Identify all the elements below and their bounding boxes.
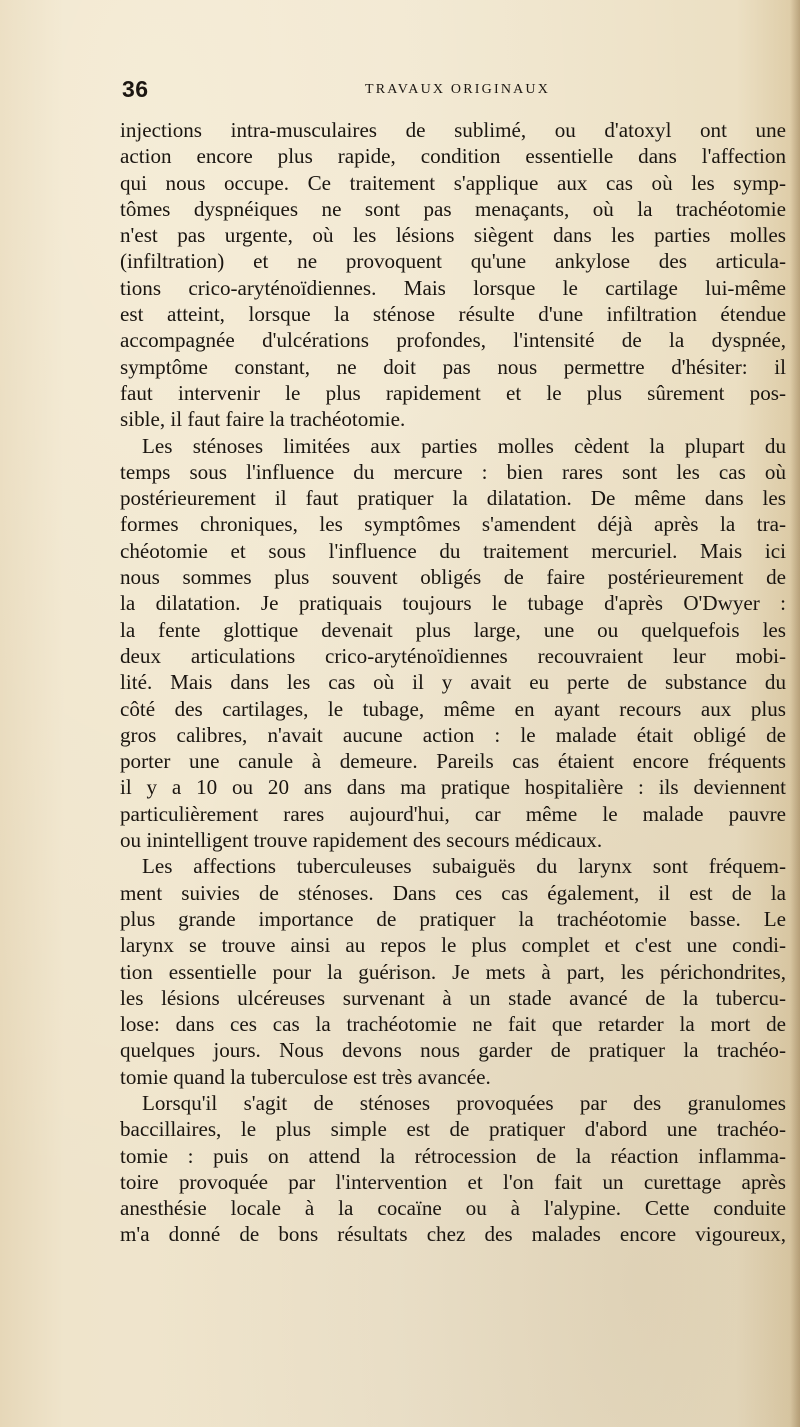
paragraph: [120, 1090, 786, 1248]
text-line: temps sous l'influence du mercure : bien rares sont les cas où: [120, 459, 786, 484]
text-line: plus grande importance de pratiquer la trachéotomie basse. Le: [120, 906, 786, 931]
text-line: ou inintelligent trouve rapidement des secours médicaux.: [120, 828, 603, 853]
text-line: sible, il faut faire la trachéotomie.: [120, 407, 406, 432]
text-line: la dilatation. Je pratiquais toujours le tubage d'après O'Dwyer :: [120, 591, 786, 616]
page-number: 36: [122, 76, 149, 102]
text-line: larynx se trouve ainsi au repos le plus complet et c'est une condi-: [120, 933, 786, 958]
text-line: est atteint, lorsque la sténose résulte d'une infiltration étendue: [120, 302, 786, 327]
text-line: formes chroniques, les symptômes s'amendent déjà après la tra-: [120, 512, 786, 537]
text-line: nous sommes plus souvent obligés de faire postérieurement de: [120, 565, 786, 590]
text-line: anesthésie locale à la cocaïne ou à l'alypine. Cette conduite: [120, 1196, 786, 1221]
paragraph: [120, 117, 786, 433]
text-line: (infiltration) et ne provoquent qu'une ankylose des articula-: [120, 249, 786, 274]
text-line: m'a donné de bons résultats chez des malades encore vigoureux,: [120, 1222, 786, 1247]
text-line: toire provoquée par l'intervention et l'on fait un curettage après: [120, 1169, 786, 1194]
text-line: deux articulations crico-aryténoïdiennes recouvraient leur mobi-: [120, 643, 786, 668]
text-line: tomie quand la tuberculose est très avancée.: [120, 1064, 491, 1089]
text-line: côté des cartilages, le tubage, même en ayant recours aux plus: [120, 696, 786, 721]
page-header: [120, 76, 785, 106]
text-line: faut intervenir le plus rapidement et le plus sûrement pos-: [120, 380, 786, 405]
text-line: quelques jours. Nous devons nous garder de pratiquer la trachéo-: [120, 1038, 786, 1063]
text-line: tomie : puis on attend la rétrocession de la réaction inflamma-: [120, 1143, 786, 1168]
text-line: tômes dyspnéiques ne sont pas menaçants, où la trachéotomie: [120, 196, 786, 221]
text-line: baccillaires, le plus simple est de pratiquer d'abord une trachéo-: [120, 1117, 786, 1142]
text-line: les lésions ulcéreuses survenant à un stade avancé de la tubercu-: [120, 985, 786, 1010]
text-line: injections intra-musculaires de sublimé, ou d'atoxyl ont une: [120, 118, 786, 142]
text-line: n'est pas urgente, où les lésions siègent dans les parties molles: [120, 223, 786, 248]
text-line: particulièrement rares aujourd'hui, car même le malade pauvre: [120, 801, 786, 826]
text-line: lité. Mais dans les cas où il y avait eu perte de substance du: [120, 670, 786, 695]
text-line: symptôme constant, ne doit pas nous permettre d'hésiter: il: [120, 354, 786, 379]
text-line: lose: dans ces cas la trachéotomie ne fait que retarder la mort de: [120, 1012, 786, 1037]
text-line: chéotomie et sous l'influence du traitement mercuriel. Mais ici: [120, 538, 786, 563]
paragraph: [120, 433, 786, 854]
text-line: accompagnée d'ulcérations profondes, l'intensité de la dyspnée,: [120, 328, 786, 353]
text-line: Les affections tuberculeuses subaiguës du larynx sont fréquem-: [142, 854, 786, 879]
text-line: tions crico-aryténoïdiennes. Mais lorsque le cartilage lui-même: [120, 275, 786, 300]
text-line: la fente glottique devenait plus large, une ou quelquefois les: [120, 617, 786, 642]
text-line: gros calibres, n'avait aucune action : le malade était obligé de: [120, 722, 786, 747]
body-text: [120, 117, 786, 1248]
page-edge-shadow: [790, 0, 800, 1427]
text-line: qui nous occupe. Ce traitement s'applique aux cas où les symp-: [120, 170, 786, 195]
text-line: action encore plus rapide, condition essentielle dans l'affection: [120, 144, 786, 169]
text-line: ment suivies de sténoses. Dans ces cas également, il est de la: [120, 880, 786, 905]
text-line: postérieurement il faut pratiquer la dilatation. De même dans les: [120, 486, 786, 511]
text-line: Les sténoses limitées aux parties molles cèdent la plupart du: [142, 433, 786, 458]
text-line: Lorsqu'il s'agit de sténoses provoquées par des granulomes: [142, 1090, 786, 1115]
running-head: TRAVAUX ORIGINAUX: [365, 82, 551, 97]
text-line: il y a 10 ou 20 ans dans ma pratique hospitalière : ils deviennent: [120, 775, 786, 800]
text-line: tion essentielle pour la guérison. Je mets à part, les périchondrites,: [120, 959, 786, 984]
text-line: porter une canule à demeure. Pareils cas étaient encore fréquents: [120, 749, 786, 774]
paragraph: [120, 853, 786, 1090]
